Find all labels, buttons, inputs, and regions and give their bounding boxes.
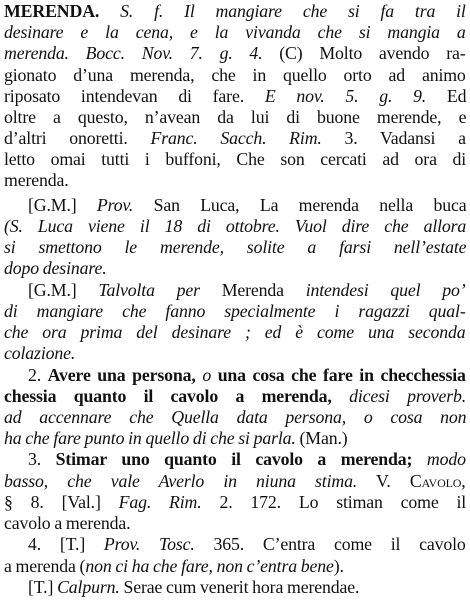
text-run: E nov. 5. g. 9. <box>264 86 427 106</box>
text-line <box>4 428 348 451</box>
text-line <box>4 128 466 151</box>
text-run: MERENDA. <box>4 1 100 21</box>
text-run: gionato d’una merenda, che in quello orto ad animo <box>4 65 466 85</box>
text-run: [G.M.] <box>28 280 99 300</box>
text-run: S. f. Il mangiare che si fa tra il <box>99 1 466 21</box>
text-run: chessia quanto il cavolo a merenda, <box>4 386 332 406</box>
text-run: 2. 172. Lo stiman come il <box>201 492 467 512</box>
text-run: Bocc. Nov. 7. g. 4. <box>68 43 263 63</box>
text-line <box>28 449 466 472</box>
text-run: basso, che vale Averlo in niuna stima. <box>4 471 358 491</box>
text-run: (Man.) <box>295 428 348 448</box>
text-run: 365. C’entra come il cavolo <box>194 534 466 554</box>
text-line <box>4 258 107 281</box>
text-line <box>4 343 75 366</box>
text-run: Stimar uno quanto il cavolo a merenda; <box>55 449 413 469</box>
text-run: (C) Molto avendo ra- <box>262 43 466 63</box>
text-line <box>4 216 466 239</box>
text-run: dopo desinare. <box>4 258 107 278</box>
text-line <box>4 301 466 324</box>
text-run: ha che fare punto in quello di che si parla. <box>4 428 296 448</box>
text-run: riposato intendevan di fare. <box>4 86 265 106</box>
text-run: Fag. Rim. <box>118 492 202 512</box>
text-run: a merenda ( <box>4 556 86 576</box>
text-line <box>4 149 466 172</box>
text-line <box>4 237 466 260</box>
text-line <box>4 407 466 430</box>
text-run: colazione. <box>4 343 76 363</box>
text-run: oltre a questo, n’avean da lui di buone merende, e <box>4 107 467 127</box>
text-run: [T.] <box>28 577 58 597</box>
text-run: § 8. [Val.] <box>4 492 119 512</box>
text-run: 4. [T.] <box>28 534 104 554</box>
text-line <box>4 386 466 409</box>
text-run: dicesi proverb. <box>331 386 467 406</box>
text-run: d’altri onoretti. <box>4 128 151 148</box>
text-line <box>4 43 466 66</box>
text-run: non ci ha che fare, non c’entra bene <box>85 556 334 576</box>
text-line <box>4 471 466 494</box>
text-run: merenda. <box>4 43 69 63</box>
text-run: 3. Vadansi a <box>321 128 466 148</box>
text-line <box>4 86 466 109</box>
text-line <box>4 322 466 345</box>
text-run: 2. <box>28 365 48 385</box>
text-run: San Luca, La merenda nella buca <box>133 195 467 215</box>
text-line <box>4 1 466 24</box>
text-run: che ora prima del desinare ; ed è come una seconda <box>4 322 466 342</box>
text-run: Avere una persona, <box>47 365 196 385</box>
text-line <box>4 513 130 536</box>
text-run: desinare e la cena, e la vivanda che si mangia a <box>4 22 466 42</box>
text-run: Prov. Tosc. <box>103 534 195 554</box>
text-run: cavolo a merenda. <box>4 513 131 533</box>
text-run: una cosa che fare in checchessia <box>217 365 466 385</box>
text-line <box>4 22 466 45</box>
text-run: Prov. <box>96 195 134 215</box>
text-run: Serae cum venerit hora merendae. <box>119 577 360 597</box>
text-run: modo <box>412 449 466 469</box>
text-run: si smettono le merende, solite a farsi nell’estate <box>4 237 467 257</box>
text-run: [G.M.] <box>28 195 97 215</box>
text-run: o <box>195 365 218 385</box>
text-run: ). <box>333 556 344 576</box>
text-line <box>28 577 359 600</box>
text-run: V. <box>357 471 410 491</box>
text-run: Cavolo, <box>409 471 466 491</box>
text-run: (S. Luca viene il 18 di ottobre. Vuol dire che allora <box>4 216 467 236</box>
text-run: Talvolta per <box>98 280 200 300</box>
text-line <box>4 492 466 515</box>
text-line <box>28 534 466 557</box>
text-line <box>28 195 466 218</box>
text-line <box>28 280 466 303</box>
text-run: letto omai tutti i buffoni, Che son cercati ad ora di <box>4 149 467 169</box>
text-run: di mangiare che fanno specialmente i ragazzi qual- <box>4 301 466 321</box>
text-run: Calpurn. <box>57 577 120 597</box>
text-line <box>4 65 466 88</box>
text-run: intendesi quel po’ <box>305 280 466 300</box>
text-run: ad accennare che Quella data persona, o cosa non <box>4 407 467 427</box>
text-run: Merenda <box>199 280 306 300</box>
text-line <box>4 170 69 193</box>
text-line <box>28 365 466 388</box>
text-run: 3. <box>28 449 56 469</box>
text-line <box>4 107 466 130</box>
text-run: Franc. Sacch. Rim. <box>150 128 322 148</box>
text-run: Ed <box>426 86 467 106</box>
text-run: merenda. <box>4 170 69 190</box>
text-line <box>4 556 344 579</box>
